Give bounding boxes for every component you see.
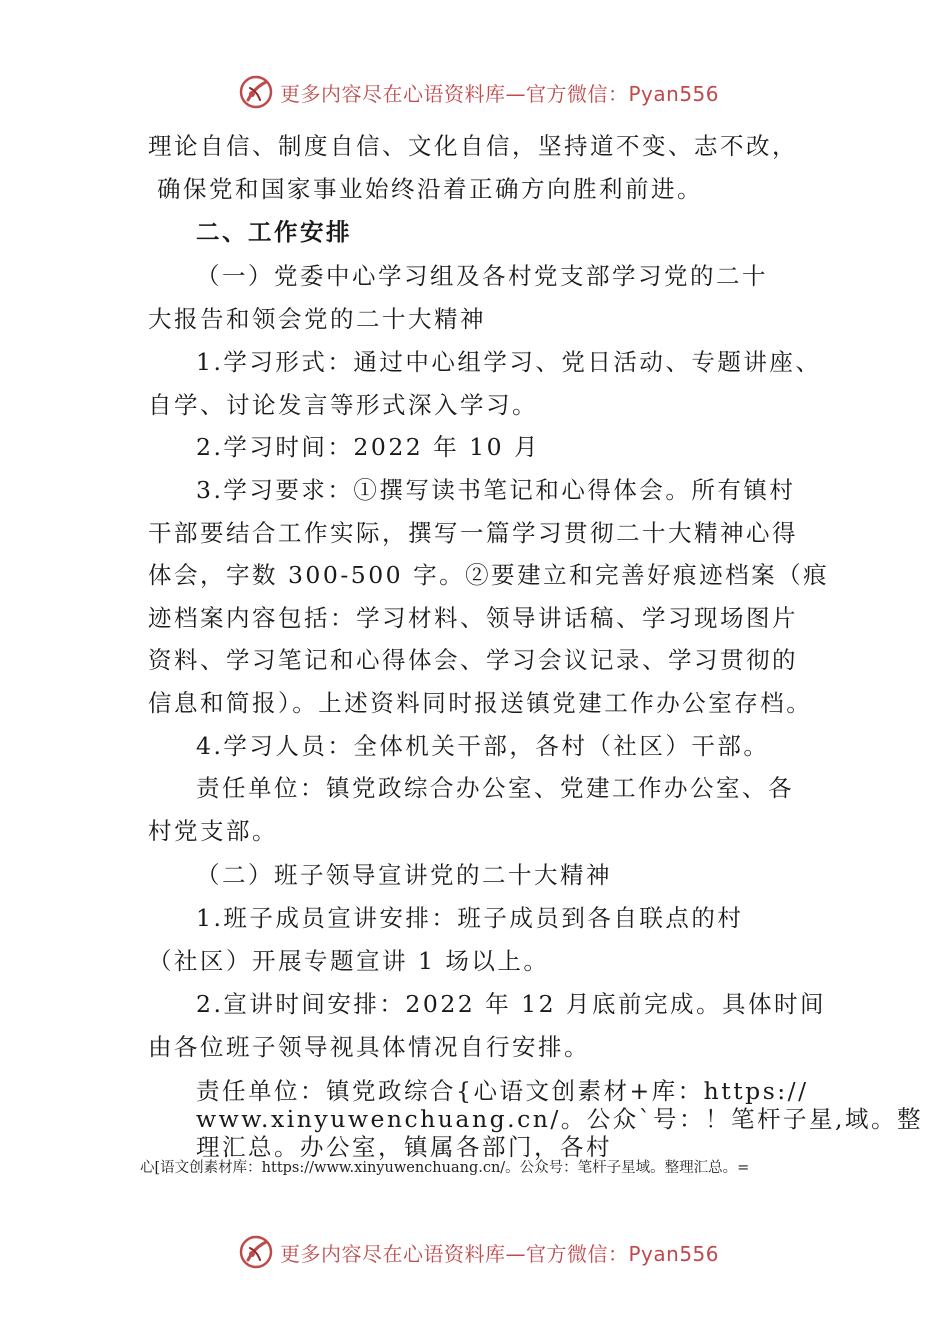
body-line-7: 自学、讨论发言等形式深入学习。 <box>148 391 538 419</box>
brush-logo-icon <box>238 74 274 110</box>
subsection-heading-2: （二）班子领导宣讲党的二十大精神 <box>196 861 612 889</box>
brush-logo-icon <box>238 1234 274 1270</box>
body-line-14: 信息和简报）。上述资料同时报送镇党建工作办公室存档。 <box>148 689 813 717</box>
subsection-heading-1: （一）党委中心学习组及各村党支部学习党的二十 <box>196 262 768 290</box>
body-line-17: 村党支部。 <box>148 817 278 845</box>
watermark-banner-bottom <box>238 1232 738 1272</box>
body-line-13: 资料、学习笔记和心得体会、学习会议记录、学习贯彻的 <box>148 646 798 674</box>
footer-source-note: 心[语文创素材库：https://www.xinyuwenchuang.cn/。公众号：笔杆子星域。整理汇总。= <box>140 1160 750 1176</box>
body-line-1: 理论自信、制度自信、文化自信，坚持道不变、志不改， <box>148 132 798 160</box>
body-line-12: 迹档案内容包括：学习材料、领导讲话稿、学习现场图片 <box>148 604 798 632</box>
body-line-19: 1.班子成员宣讲安排：班子成员到各自联点的村 <box>196 904 744 932</box>
body-line-24: www.xinyuwenchuang.cn/。公众`号：！笔杆子星,域。整 <box>196 1105 924 1133</box>
body-line-20: （社区）开展专题宣讲 1 场以上。 <box>148 947 550 975</box>
body-line-21: 2.宣讲时间安排：2022 年 12 月底前完成。具体时间 <box>196 990 827 1018</box>
body-line-9: 3.学习要求：①撰写读书笔记和心得体会。所有镇村 <box>196 476 796 504</box>
body-line-11: 体会，字数 300-500 字。②要建立和完善好痕迹档案（痕 <box>148 561 830 589</box>
body-line-8: 2.学习时间：2022 年 10 月 <box>196 433 541 461</box>
watermark-text-top: 更多内容尽在心语资料库—官方微信：Pyan556 <box>280 81 720 106</box>
body-line-2: 确保党和国家事业始终沿着正确方向胜利前进。 <box>157 175 703 203</box>
body-line-15: 4.学习人员：全体机关干部，各村（社区）干部。 <box>196 732 770 760</box>
body-line-10: 干部要结合工作实际，撰写一篇学习贯彻二十大精神心得 <box>148 519 798 547</box>
body-line-6: 1.学习形式：通过中心组学习、党日活动、专题讲座、 <box>196 348 822 376</box>
watermark-text-bottom: 更多内容尽在心语资料库—官方微信：Pyan556 <box>280 1241 720 1266</box>
body-line-25: 理汇总。办公室，镇属各部门，各村 <box>196 1133 612 1161</box>
body-line-23: 责任单位：镇党政综合{心语文创素材+库：https:// <box>196 1077 809 1105</box>
body-line-22: 由各位班子领导视具体情况自行安排。 <box>148 1033 590 1061</box>
body-line-5: 大报告和领会党的二十大精神 <box>148 305 486 333</box>
watermark-banner-top <box>238 72 738 112</box>
section-heading: 二、工作安排 <box>196 218 352 246</box>
body-line-16: 责任单位：镇党政综合办公室、党建工作办公室、各 <box>196 774 794 802</box>
